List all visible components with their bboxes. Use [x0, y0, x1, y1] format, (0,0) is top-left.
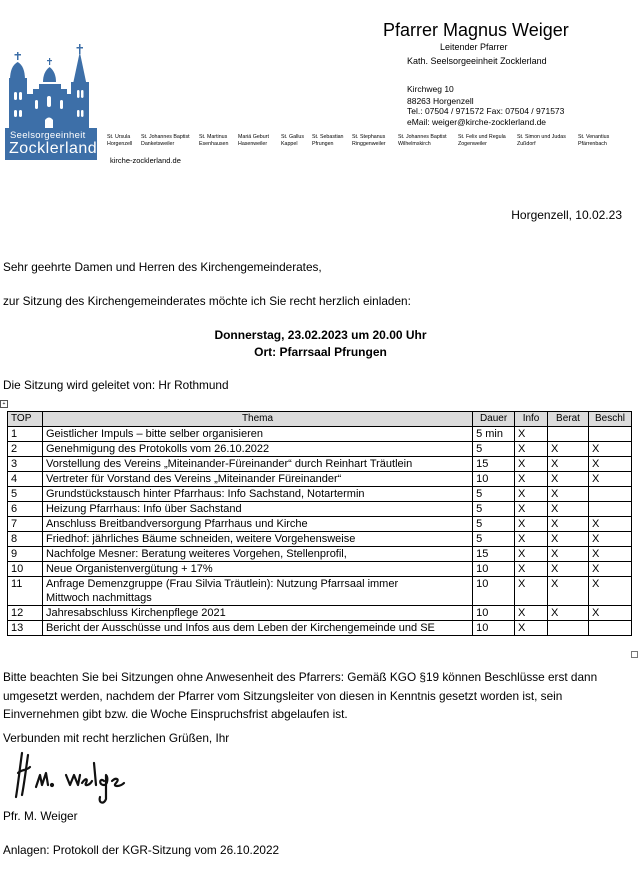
sender-name: Pfarrer Magnus Weiger — [383, 20, 569, 40]
table-row: 2 Genehmigung des Protokolls vom 26.10.2022 5 X X X — [8, 442, 632, 457]
col-header-thema: Thema — [42, 412, 472, 427]
table-row: 3 Vorstellung des Vereins „Miteinander-Füreinander“ durch Reinhart Träutlein 15 X X X — [8, 457, 632, 472]
agenda-header-row — [8, 412, 632, 427]
agenda-table — [7, 411, 632, 636]
church-silhouette-icon — [5, 44, 97, 130]
closing-text: Verbunden mit recht herzlichen Grüßen, Ihr — [3, 731, 230, 745]
table-move-handle[interactable]: + — [0, 400, 8, 408]
letter-date: Horgenzell, 10.02.23 — [511, 208, 622, 222]
chair-text: Die Sitzung wird geleitet von: Hr Rothmund — [3, 378, 229, 392]
table-row: 6 Heizung Pfarrhaus: Info über Sachstand 5 X X — [8, 502, 632, 517]
salutation: Sehr geehrte Damen und Herren des Kirchengemeinderates, — [3, 260, 322, 274]
website-link[interactable]: kirche-zocklerland.de — [110, 156, 181, 165]
attachments-text: Anlagen: Protokoll der KGR-Sitzung vom 26.10.2022 — [3, 843, 280, 857]
parish-item: St. Simon und Judas Zußdorf — [517, 134, 566, 147]
meeting-place: Ort: Pfarrsaal Pfrungen — [254, 345, 387, 359]
logo-line-1: Seelsorgeeinheit — [10, 130, 86, 141]
handwritten-signature — [8, 745, 143, 807]
table-resize-handle[interactable] — [631, 651, 638, 658]
parish-item: St. Ursula Horgenzell — [107, 134, 133, 147]
col-header-info: Info — [515, 412, 548, 427]
table-row: 10 Neue Organistenvergütung + 17% 10 X X X — [8, 562, 632, 577]
col-header-top: TOP — [8, 412, 43, 427]
table-row: 1 Geistlicher Impuls – bitte selber organisieren 5 min X — [8, 427, 632, 442]
signature-name: Pfr. M. Weiger — [3, 809, 78, 823]
col-header-dauer: Dauer — [473, 412, 515, 427]
parish-item: St. Stephanus Ringgenweiler — [352, 134, 386, 147]
legal-note: Bitte beachten Sie bei Sitzungen ohne Anwesenheit des Pfarrers: Gemäß KGO §19 können Beschlüsse erst dann umgesetzt werden, nachdem der Pfarrer vom Sitzungsleiter von diesen in Kenntnis gesetzt worden ist, sein Einvernehmen gibt bzw. die Woche Einspruchsfrist abgelaufen ist. — [3, 670, 598, 721]
table-row: 5 Grundstückstausch hinter Pfarrhaus: Info Sachstand, Notartermin 5 X X — [8, 487, 632, 502]
sender-city: 88263 Horgenzell — [407, 96, 474, 106]
sender-email[interactable]: eMail: weiger@kirche-zocklerland.de — [407, 117, 547, 127]
parish-item: St. Felix und Regula Zogenweiler — [458, 134, 506, 147]
parish-item: Mariä Geburt Hasenweiler — [238, 134, 269, 147]
parish-item: St. Martinus Esenhausen — [199, 134, 229, 147]
logo-line-2: Zocklerland — [9, 140, 98, 157]
parish-logo — [5, 44, 97, 160]
table-row: 9 Nachfolge Mesner: Beratung weiteres Vorgehen, Stellenprofil, 15 X X X — [8, 547, 632, 562]
table-row: 8 Friedhof: jährliches Bäume schneiden, weitere Vorgehensweise 5 X X X — [8, 532, 632, 547]
table-row: 13 Bericht der Ausschüsse und Infos aus dem Leben der Kirchengemeinde und SE 10 X — [8, 621, 632, 636]
parish-item: St. Gallus Kappel — [281, 134, 304, 147]
table-row: 11 Anfrage Demenzgruppe (Frau Silvia Träutlein): Nutzung Pfarrsaal immer Mittwoch nachmittags 10 X X X — [8, 577, 632, 606]
sender-street: Kirchweg 10 — [407, 84, 454, 94]
table-row: 4 Vertreter für Vorstand des Vereins „Miteinander Füreinander“ 10 X X X — [8, 472, 632, 487]
col-header-beschl: Beschl — [588, 412, 631, 427]
parish-item: St. Venantius Pfärrenbach — [578, 134, 610, 147]
parish-item: St. Johannes Baptist Danketsweiler — [141, 134, 190, 147]
sender-phone: Tel.: 07504 / 971572 Fax: 07504 / 971573 — [407, 106, 565, 116]
parish-item: St. Johannes Baptist Wilhelmskirch — [398, 134, 447, 147]
meeting-date: Donnerstag, 23.02.2023 um 20.00 Uhr — [214, 328, 427, 342]
logo-wordmark — [5, 128, 97, 160]
col-header-berat: Berat — [548, 412, 589, 427]
sender-unit: Kath. Seelsorgeeinheit Zocklerland — [407, 56, 547, 66]
table-row: 7 Anschluss Breitbandversorgung Pfarrhaus und Kirche 5 X X X — [8, 517, 632, 532]
table-row: 12 Jahresabschluss Kirchenpflege 2021 10 X X X — [8, 606, 632, 621]
sender-title: Leitender Pfarrer — [440, 42, 508, 52]
invitation-text: zur Sitzung des Kirchengemeinderates möchte ich Sie recht herzlich einladen: — [3, 294, 411, 308]
parish-item: St. Sebastian Pfrungen — [312, 134, 344, 147]
